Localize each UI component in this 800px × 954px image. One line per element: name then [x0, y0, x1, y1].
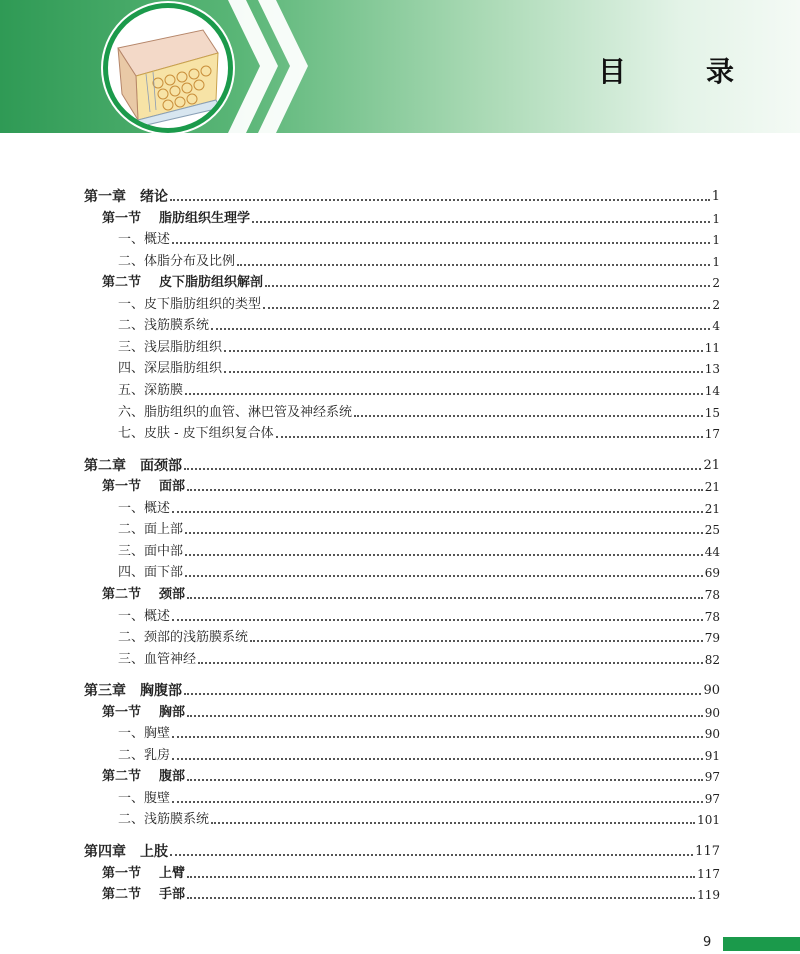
chapter-entry-label [84, 188, 168, 206]
subsection-entry-page-number: 14 [704, 384, 720, 398]
section-number: 第一节 [102, 865, 142, 881]
subsection-entry[interactable] [84, 521, 720, 539]
chapter-entry[interactable] [84, 682, 720, 700]
subsection-entry[interactable] [84, 404, 720, 422]
chapter-entry[interactable] [84, 188, 720, 206]
chapter-title: 绪论 [140, 189, 168, 205]
subsection-entry[interactable] [84, 651, 720, 669]
subsection-title: 四、深层脂肪组织 [118, 361, 223, 377]
subsection-title: 六、脂肪组织的血管、淋巴管及神经系统 [118, 404, 353, 420]
chapter-title: 胸腹部 [140, 683, 182, 700]
subsection-title: 七、皮肤 - 皮下组织复合体 [118, 426, 274, 442]
subsection-entry-page-number: 69 [704, 566, 720, 581]
dot-leader [184, 693, 701, 695]
section-entry[interactable] [84, 768, 720, 786]
subsection-entry[interactable] [84, 296, 720, 314]
subsection-title: 一、概述 [118, 608, 171, 624]
chapter-entry-page-number: 21 [703, 457, 720, 473]
subsection-title: 三、血管神经 [118, 651, 197, 667]
subsection-entry[interactable] [84, 360, 720, 378]
subsection-title: 二、颈部的浅筋膜系统 [118, 630, 249, 645]
subsection-title: 二、浅筋膜系统 [118, 812, 210, 828]
subsection-title: 四、面下部 [118, 565, 184, 581]
section-entry[interactable] [84, 478, 720, 496]
dot-leader [237, 264, 710, 266]
page-title: 目 录 [598, 55, 761, 88]
subsection-entry-page-number: 17 [704, 427, 720, 442]
subsection-entry-page-number: 97 [704, 791, 720, 806]
subsection-entry-page-number: 13 [704, 362, 720, 377]
subsection-entry[interactable] [84, 608, 720, 626]
subsection-entry-page-number: 25 [704, 523, 720, 538]
section-number: 第一节 [102, 479, 142, 495]
section-number: 第一节 [102, 210, 142, 226]
dot-leader [187, 897, 695, 899]
subsection-entry-page-number: 79 [704, 631, 720, 645]
subsection-entry[interactable] [84, 790, 720, 808]
dot-leader [250, 640, 703, 642]
dot-leader [265, 285, 710, 287]
section-entry-page-number: 117 [697, 866, 720, 881]
subsection-entry-page-number: 21 [704, 501, 720, 516]
subsection-entry-page-number: 90 [704, 727, 720, 742]
section-entry[interactable] [84, 210, 720, 228]
subsection-entry[interactable] [84, 629, 720, 647]
subsection-entry[interactable] [84, 231, 720, 249]
section-entry[interactable] [84, 586, 720, 604]
chapter-number: 第一章 [84, 189, 126, 205]
dot-leader [185, 532, 703, 534]
dot-leader [172, 242, 710, 244]
subsection-entry-label [118, 231, 170, 249]
subsection-title: 五、深筋膜 [118, 383, 184, 398]
dot-leader [211, 822, 695, 824]
section-number: 第二节 [102, 275, 142, 291]
chapter-title: 上肢 [140, 843, 168, 860]
dot-leader [172, 801, 703, 803]
chapter-entry[interactable] [84, 457, 720, 475]
subsection-entry-page-number: 11 [704, 340, 720, 355]
subsection-entry-label [118, 339, 222, 357]
subsection-entry-label [118, 253, 235, 271]
subsection-title: 一、胸壁 [118, 726, 171, 742]
subsection-title: 一、皮下脂肪组织的类型 [118, 296, 262, 312]
page-number: 9 [703, 935, 712, 950]
section-title: 面部 [159, 479, 186, 495]
subsection-entry-label [118, 521, 183, 539]
chapter-entry-page-number: 90 [703, 683, 720, 699]
section-entry-page-number: 97 [704, 770, 720, 785]
subsection-entry-label [118, 629, 248, 647]
section-entry[interactable] [84, 865, 720, 883]
subsection-entry-page-number: 1 [712, 233, 720, 248]
dot-leader [184, 468, 701, 470]
section-title: 手部 [159, 887, 186, 902]
subsection-entry-page-number: 82 [704, 652, 720, 667]
section-entry-label [102, 274, 263, 292]
section-entry-label [102, 886, 185, 904]
dot-leader [263, 307, 710, 309]
dot-leader [172, 511, 703, 513]
chapter-entry-label [84, 682, 182, 700]
section-entry-page-number: 90 [704, 705, 720, 720]
dot-leader [172, 758, 703, 760]
subsection-entry-page-number: 15 [704, 405, 720, 420]
section-title: 脂肪组织生理学 [159, 210, 251, 226]
page-number-accent-bar [723, 937, 800, 951]
dot-leader [198, 662, 703, 664]
subsection-entry-page-number: 2 [712, 297, 720, 312]
section-title: 皮下脂肪组织解剖 [159, 275, 264, 291]
subsection-entry-page-number: 1 [712, 254, 720, 269]
subsection-entry-label [118, 811, 209, 829]
dot-leader [252, 221, 710, 223]
subsection-entry[interactable] [84, 500, 720, 518]
subsection-entry-page-number: 44 [704, 544, 720, 559]
dot-leader [354, 415, 703, 417]
subsection-entry-label [118, 747, 170, 765]
chapter-entry-label [84, 457, 182, 475]
dot-leader [187, 489, 703, 491]
dot-leader [224, 371, 703, 373]
subsection-title: 一、腹壁 [118, 790, 171, 806]
dot-leader [185, 393, 703, 395]
chapter-title: 面颈部 [140, 457, 182, 474]
section-entry-page-number: 119 [697, 888, 720, 902]
subsection-entry-label [118, 651, 196, 669]
subsection-title: 一、概述 [118, 232, 171, 248]
section-entry-label [102, 586, 185, 604]
subsection-entry-label [118, 608, 170, 626]
subsection-entry-page-number: 4 [712, 319, 720, 334]
section-entry-page-number: 78 [704, 587, 720, 602]
subsection-entry-label [118, 404, 352, 422]
dot-leader [187, 597, 703, 599]
subsection-entry-page-number: 91 [704, 748, 720, 763]
subsection-entry[interactable] [84, 317, 720, 335]
subsection-entry[interactable] [84, 253, 720, 271]
subsection-title: 二、乳房 [118, 747, 171, 763]
subsection-entry[interactable] [84, 725, 720, 743]
subsection-title: 二、面上部 [118, 522, 184, 538]
section-title: 腹部 [159, 769, 186, 785]
dot-leader [170, 854, 693, 856]
subsection-entry[interactable] [84, 543, 720, 561]
section-entry-page-number: 21 [704, 480, 720, 495]
subsection-title: 三、面中部 [118, 543, 184, 559]
section-number: 第二节 [102, 769, 142, 785]
subsection-entry-label [118, 360, 222, 378]
subsection-entry-label [118, 564, 183, 582]
section-entry-label [102, 704, 185, 722]
dot-leader [224, 350, 703, 352]
subsection-entry[interactable] [84, 425, 720, 443]
section-number: 第二节 [102, 586, 142, 602]
section-entry-label [102, 210, 250, 228]
section-entry[interactable] [84, 704, 720, 722]
section-number: 第二节 [102, 887, 142, 902]
chapter-number: 第三章 [84, 683, 126, 700]
section-number: 第一节 [102, 704, 142, 720]
section-entry[interactable] [84, 886, 720, 904]
section-entry-label [102, 768, 185, 786]
chapter-number: 第四章 [84, 843, 126, 860]
skin-tissue-illustration [108, 8, 228, 128]
subsection-title: 二、体脂分布及比例 [118, 253, 236, 269]
chapter-entry-label [84, 843, 168, 861]
chapter-entry-page-number: 1 [711, 189, 720, 204]
section-entry[interactable] [84, 274, 720, 292]
dot-leader [170, 199, 710, 201]
subsection-entry-label [118, 382, 183, 400]
section-entry-page-number: 1 [712, 211, 720, 226]
subsection-entry[interactable] [84, 747, 720, 765]
subsection-title: 一、概述 [118, 500, 171, 516]
subsection-entry[interactable] [84, 564, 720, 582]
subsection-entry[interactable] [84, 382, 720, 400]
section-title: 胸部 [159, 704, 186, 720]
dot-leader [172, 619, 703, 621]
subsection-entry-page-number: 101 [697, 813, 720, 828]
dot-leader [211, 328, 710, 330]
subsection-entry-label [118, 790, 170, 808]
subsection-title: 二、浅筋膜系统 [118, 318, 210, 334]
dot-leader [187, 876, 695, 878]
section-entry-page-number: 2 [712, 276, 720, 291]
dot-leader [187, 715, 703, 717]
subsection-entry[interactable] [84, 811, 720, 829]
chapter-entry[interactable] [84, 843, 720, 861]
subsection-entry-label [118, 317, 209, 335]
subsection-entry-label [118, 425, 274, 443]
chapter-number: 第二章 [84, 457, 126, 474]
section-title: 颈部 [159, 586, 186, 602]
section-entry-label [102, 478, 185, 496]
section-entry-label [102, 865, 185, 883]
dot-leader [185, 575, 703, 577]
dot-leader [172, 736, 703, 738]
subsection-entry[interactable] [84, 339, 720, 357]
dot-leader [276, 436, 703, 438]
subsection-entry-label [118, 296, 261, 314]
dot-leader [187, 779, 703, 781]
header-banner [0, 0, 800, 133]
subsection-entry-page-number: 78 [704, 609, 720, 624]
chapter-entry-page-number: 117 [695, 843, 720, 859]
subsection-entry-label [118, 500, 170, 518]
subsection-entry-label [118, 543, 183, 561]
subsection-title: 三、浅层脂肪组织 [118, 339, 223, 355]
subsection-entry-label [118, 725, 170, 743]
dot-leader [185, 554, 703, 556]
section-title: 上臂 [159, 865, 186, 881]
